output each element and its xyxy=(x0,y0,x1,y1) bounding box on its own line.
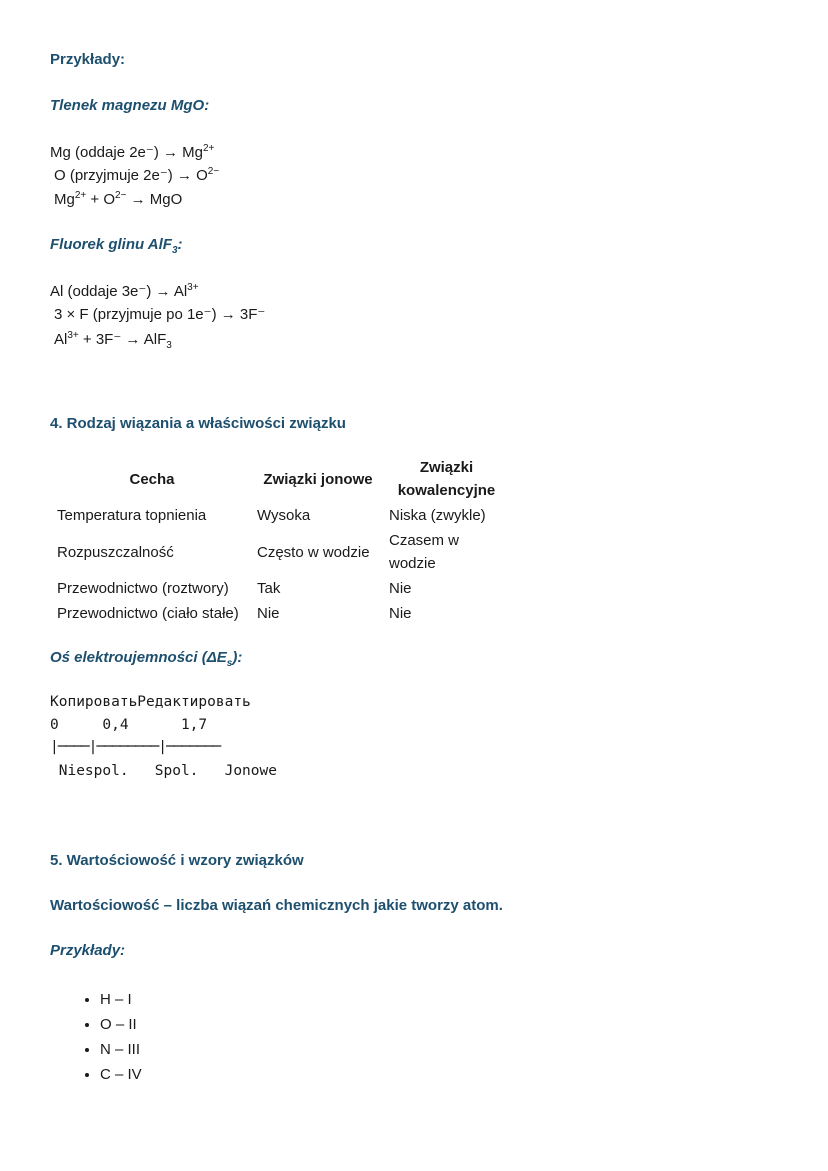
section-4-heading: 4. Rodzaj wiązania a właściwości związku xyxy=(50,415,346,432)
mgo-line-1: Mg (oddaje $2e^-) \to Mg^{2+}$ xyxy=(50,143,215,161)
cell: Przewodnictwo (ciało stałe) xyxy=(57,605,239,622)
properties-table xyxy=(52,455,509,626)
table-header-row xyxy=(52,455,509,503)
table-row xyxy=(52,601,509,626)
table-row xyxy=(52,576,509,601)
list-item: • N – III xyxy=(100,1037,142,1062)
alf3-title: Fluorek glinu AlF$_3$: xyxy=(50,236,183,256)
cell: Niska (zwykle) xyxy=(389,507,486,524)
examples-heading: Przykłady: xyxy=(50,51,126,68)
axis-title: Oś elektroujemności $(\Delta E_s)$: xyxy=(50,649,243,669)
cell: Przewodnictwo (roztwory) xyxy=(57,580,229,597)
header-ionic: Związki jonowe xyxy=(263,470,373,488)
alf3-line-2: 3 × F (przyjmuje po 1e⁻) → 3F⁻ xyxy=(54,306,266,323)
valence-definition: Wartościowość – liczba wiązań chemicznych jakie tworzy atom. xyxy=(50,897,503,914)
cell: Czasem w wodzie xyxy=(389,532,460,572)
header-cecha: Cecha xyxy=(129,470,175,488)
axis-ticks: 0 0,4 1,7 xyxy=(50,717,208,733)
axis-labels: Niespol. Spol. Jonowe xyxy=(50,763,277,779)
cell: Wysoka xyxy=(257,507,311,524)
mgo-title: Tlenek magnezu MgO: xyxy=(50,97,210,114)
cell: Rozpuszczalność xyxy=(57,543,174,561)
cell: Nie xyxy=(257,605,280,622)
code-copy-edit-label[interactable]: КопироватьРедактировать xyxy=(50,694,251,710)
alf3-line-1: Al (oddaje $3e^-) \to Al^{3+}$ xyxy=(50,282,199,300)
section-5-heading: 5. Wartościowość i wzory związków xyxy=(50,852,304,869)
cell: Nie xyxy=(389,580,412,597)
mgo-line-3: $Mg^{2+} + O^{2-}$ → MgO xyxy=(54,190,183,208)
table-row xyxy=(52,503,509,528)
cell: Temperatura topnienia xyxy=(57,507,207,524)
axis-bar: |────|────────|─────── xyxy=(50,739,221,755)
cell: Tak xyxy=(257,580,281,597)
list-item: • H – I xyxy=(100,987,142,1012)
valence-list xyxy=(50,987,142,1087)
table-row xyxy=(52,528,509,576)
cell: Często w wodzie xyxy=(257,543,370,561)
list-item: • O – II xyxy=(100,1012,142,1037)
examples-heading-2: Przykłady: xyxy=(50,942,126,959)
list-item: • C – IV xyxy=(100,1062,142,1087)
mgo-line-2: O (przyjmuje $2e^-) \to O^{2-}$ xyxy=(54,166,220,184)
header-covalent: Związki kowalencyjne xyxy=(397,459,496,499)
alf3-line-3: $Al^{3+} + 3F^- \to AlF_3$ xyxy=(54,330,172,351)
cell: Nie xyxy=(389,605,412,622)
